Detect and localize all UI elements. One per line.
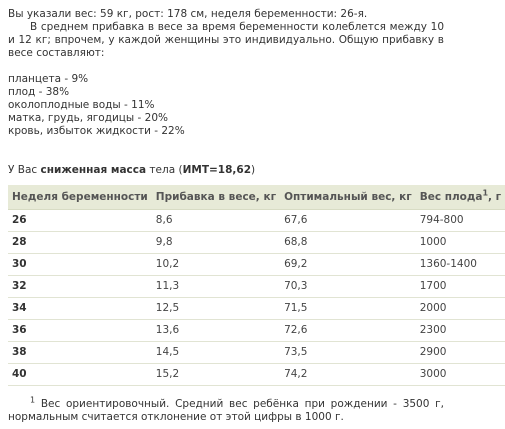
cell-week: 30 bbox=[8, 254, 152, 276]
weight-gain-paragraph: В среднем прибавка в весе за время беременности колеблется между 10 и 12 кг; впрочем, у каждой женщины это индивидуально. Общую прибавку в весе составляют: bbox=[8, 21, 444, 59]
cell-optimal: 67,6 bbox=[280, 210, 416, 232]
table-row bbox=[8, 276, 505, 298]
table-header-row bbox=[8, 185, 505, 210]
footnote: $^1$ Вес ориентировочный. Средний вес ребёнка при рождении - 3500 г, нормальным считается отклонение от этой цифры в 1000 г. bbox=[8, 395, 444, 423]
cell-week: 26 bbox=[8, 210, 152, 232]
cell-week: 32 bbox=[8, 276, 152, 298]
cell-optimal: 69,2 bbox=[280, 254, 416, 276]
table-row bbox=[8, 232, 505, 254]
cell-fetus: 2900 bbox=[416, 342, 505, 364]
cell-fetus: 1360-1400 bbox=[416, 254, 505, 276]
table-row bbox=[8, 298, 505, 320]
header-gain: Прибавка в весе, кг bbox=[152, 185, 280, 210]
cell-gain: 11,3 bbox=[152, 276, 280, 298]
cell-optimal: 74,2 bbox=[280, 364, 416, 386]
cell-optimal: 72,6 bbox=[280, 320, 416, 342]
list-item: планцета - 9% bbox=[8, 73, 89, 85]
list-item: кровь, избыток жидкости - 22% bbox=[8, 125, 185, 137]
cell-fetus: 1700 bbox=[416, 276, 505, 298]
header-week: Неделя беременности bbox=[8, 185, 152, 210]
table-row bbox=[8, 320, 505, 342]
table-row bbox=[8, 210, 505, 232]
cell-fetus: 2300 bbox=[416, 320, 505, 342]
bmi-result: У Вас сниженная масса тела (ИМТ=18,62) bbox=[8, 164, 256, 176]
cell-gain: 15,2 bbox=[152, 364, 280, 386]
table-row bbox=[8, 342, 505, 364]
cell-week: 28 bbox=[8, 232, 152, 254]
cell-week: 34 bbox=[8, 298, 152, 320]
cell-fetus: 1000 bbox=[416, 232, 505, 254]
input-summary: Вы указали вес: 59 кг, рост: 178 см, неделя беременности: 26-я. bbox=[8, 8, 368, 20]
cell-optimal: 71,5 bbox=[280, 298, 416, 320]
cell-gain: 9,8 bbox=[152, 232, 280, 254]
list-item: плод - 38% bbox=[8, 86, 70, 98]
list-item: околоплодные воды - 11% bbox=[8, 99, 155, 111]
cell-optimal: 70,3 bbox=[280, 276, 416, 298]
cell-gain: 10,2 bbox=[152, 254, 280, 276]
bmi-status: сниженная масса bbox=[40, 164, 147, 176]
table-row bbox=[8, 364, 505, 386]
header-optimal: Оптимальный вес, кг bbox=[280, 185, 416, 210]
weight-table bbox=[8, 185, 505, 386]
composition-list bbox=[8, 73, 444, 138]
footnote-mark: 1 bbox=[30, 395, 36, 405]
cell-week: 38 bbox=[8, 342, 152, 364]
cell-fetus: 2000 bbox=[416, 298, 505, 320]
cell-week: 36 bbox=[8, 320, 152, 342]
cell-gain: 12,5 bbox=[152, 298, 280, 320]
bmi-value: ИМТ=18,62 bbox=[182, 164, 252, 176]
cell-fetus: 794-800 bbox=[416, 210, 505, 232]
cell-optimal: 68,8 bbox=[280, 232, 416, 254]
table-row bbox=[8, 254, 505, 276]
cell-gain: 13,6 bbox=[152, 320, 280, 342]
content bbox=[8, 8, 502, 424]
cell-fetus: 3000 bbox=[416, 364, 505, 386]
cell-week: 40 bbox=[8, 364, 152, 386]
cell-gain: 8,6 bbox=[152, 210, 280, 232]
header-fetus: Вес плода$^1$, г bbox=[416, 185, 505, 210]
cell-gain: 14,5 bbox=[152, 342, 280, 364]
list-item: матка, грудь, ягодицы - 20% bbox=[8, 112, 169, 124]
cell-optimal: 73,5 bbox=[280, 342, 416, 364]
